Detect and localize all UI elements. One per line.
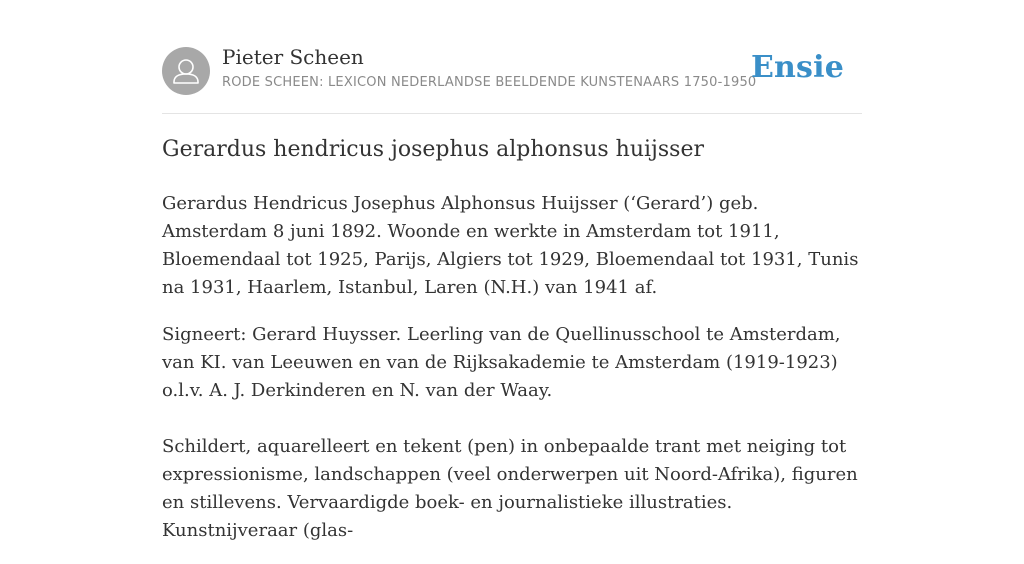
- user-avatar-icon[interactable]: [162, 47, 210, 95]
- article-paragraph-2: Signeert: Gerard Huysser. Leerling van de Quellinusschool te Amsterdam, van KI. van Leeuwen en van de Rijksakademie te Amsterdam (1919-1923) o.l.v. A. J. Derkinderen en N. van der Waay.: [162, 324, 841, 401]
- ensie-logo[interactable]: Ensie: [750, 50, 844, 85]
- source-label: RODE SCHEEN: LEXICON NEDERLANDSE BEELDENDE KUNSTENAARS 1750-1950: [222, 75, 757, 90]
- article-page: [162, 0, 862, 541]
- person-outline-icon: [162, 47, 210, 95]
- article-title: Gerardus hendricus josephus alphonsus huijsser: [162, 137, 704, 162]
- article-paragraph-3: Schildert, aquarelleert en tekent (pen) in onbepaalde trant met neiging tot expressionisme, landschappen (veel onderwerpen uit Noord-Afrika), figuren en stillevens. Vervaardigde boek- en journalistieke illustraties. Kunstnijveraar (glas-: [162, 436, 858, 541]
- author-name-link[interactable]: Pieter Scheen: [222, 45, 364, 69]
- article-paragraph-1: Gerardus Hendricus Josephus Alphonsus Huijsser (‘Gerard’) geb. Amsterdam 8 juni 1892. Woonde en werkte in Amsterdam tot 1911, Bloemendaal tot 1925, Parijs, Algiers tot 1929, Bloemendaal tot 1931, Tunis na 1931, Haarlem, Istanbul, Laren (N.H.) van 1941 af.: [162, 193, 859, 298]
- article-body: [162, 190, 862, 564]
- article-header: [162, 0, 862, 114]
